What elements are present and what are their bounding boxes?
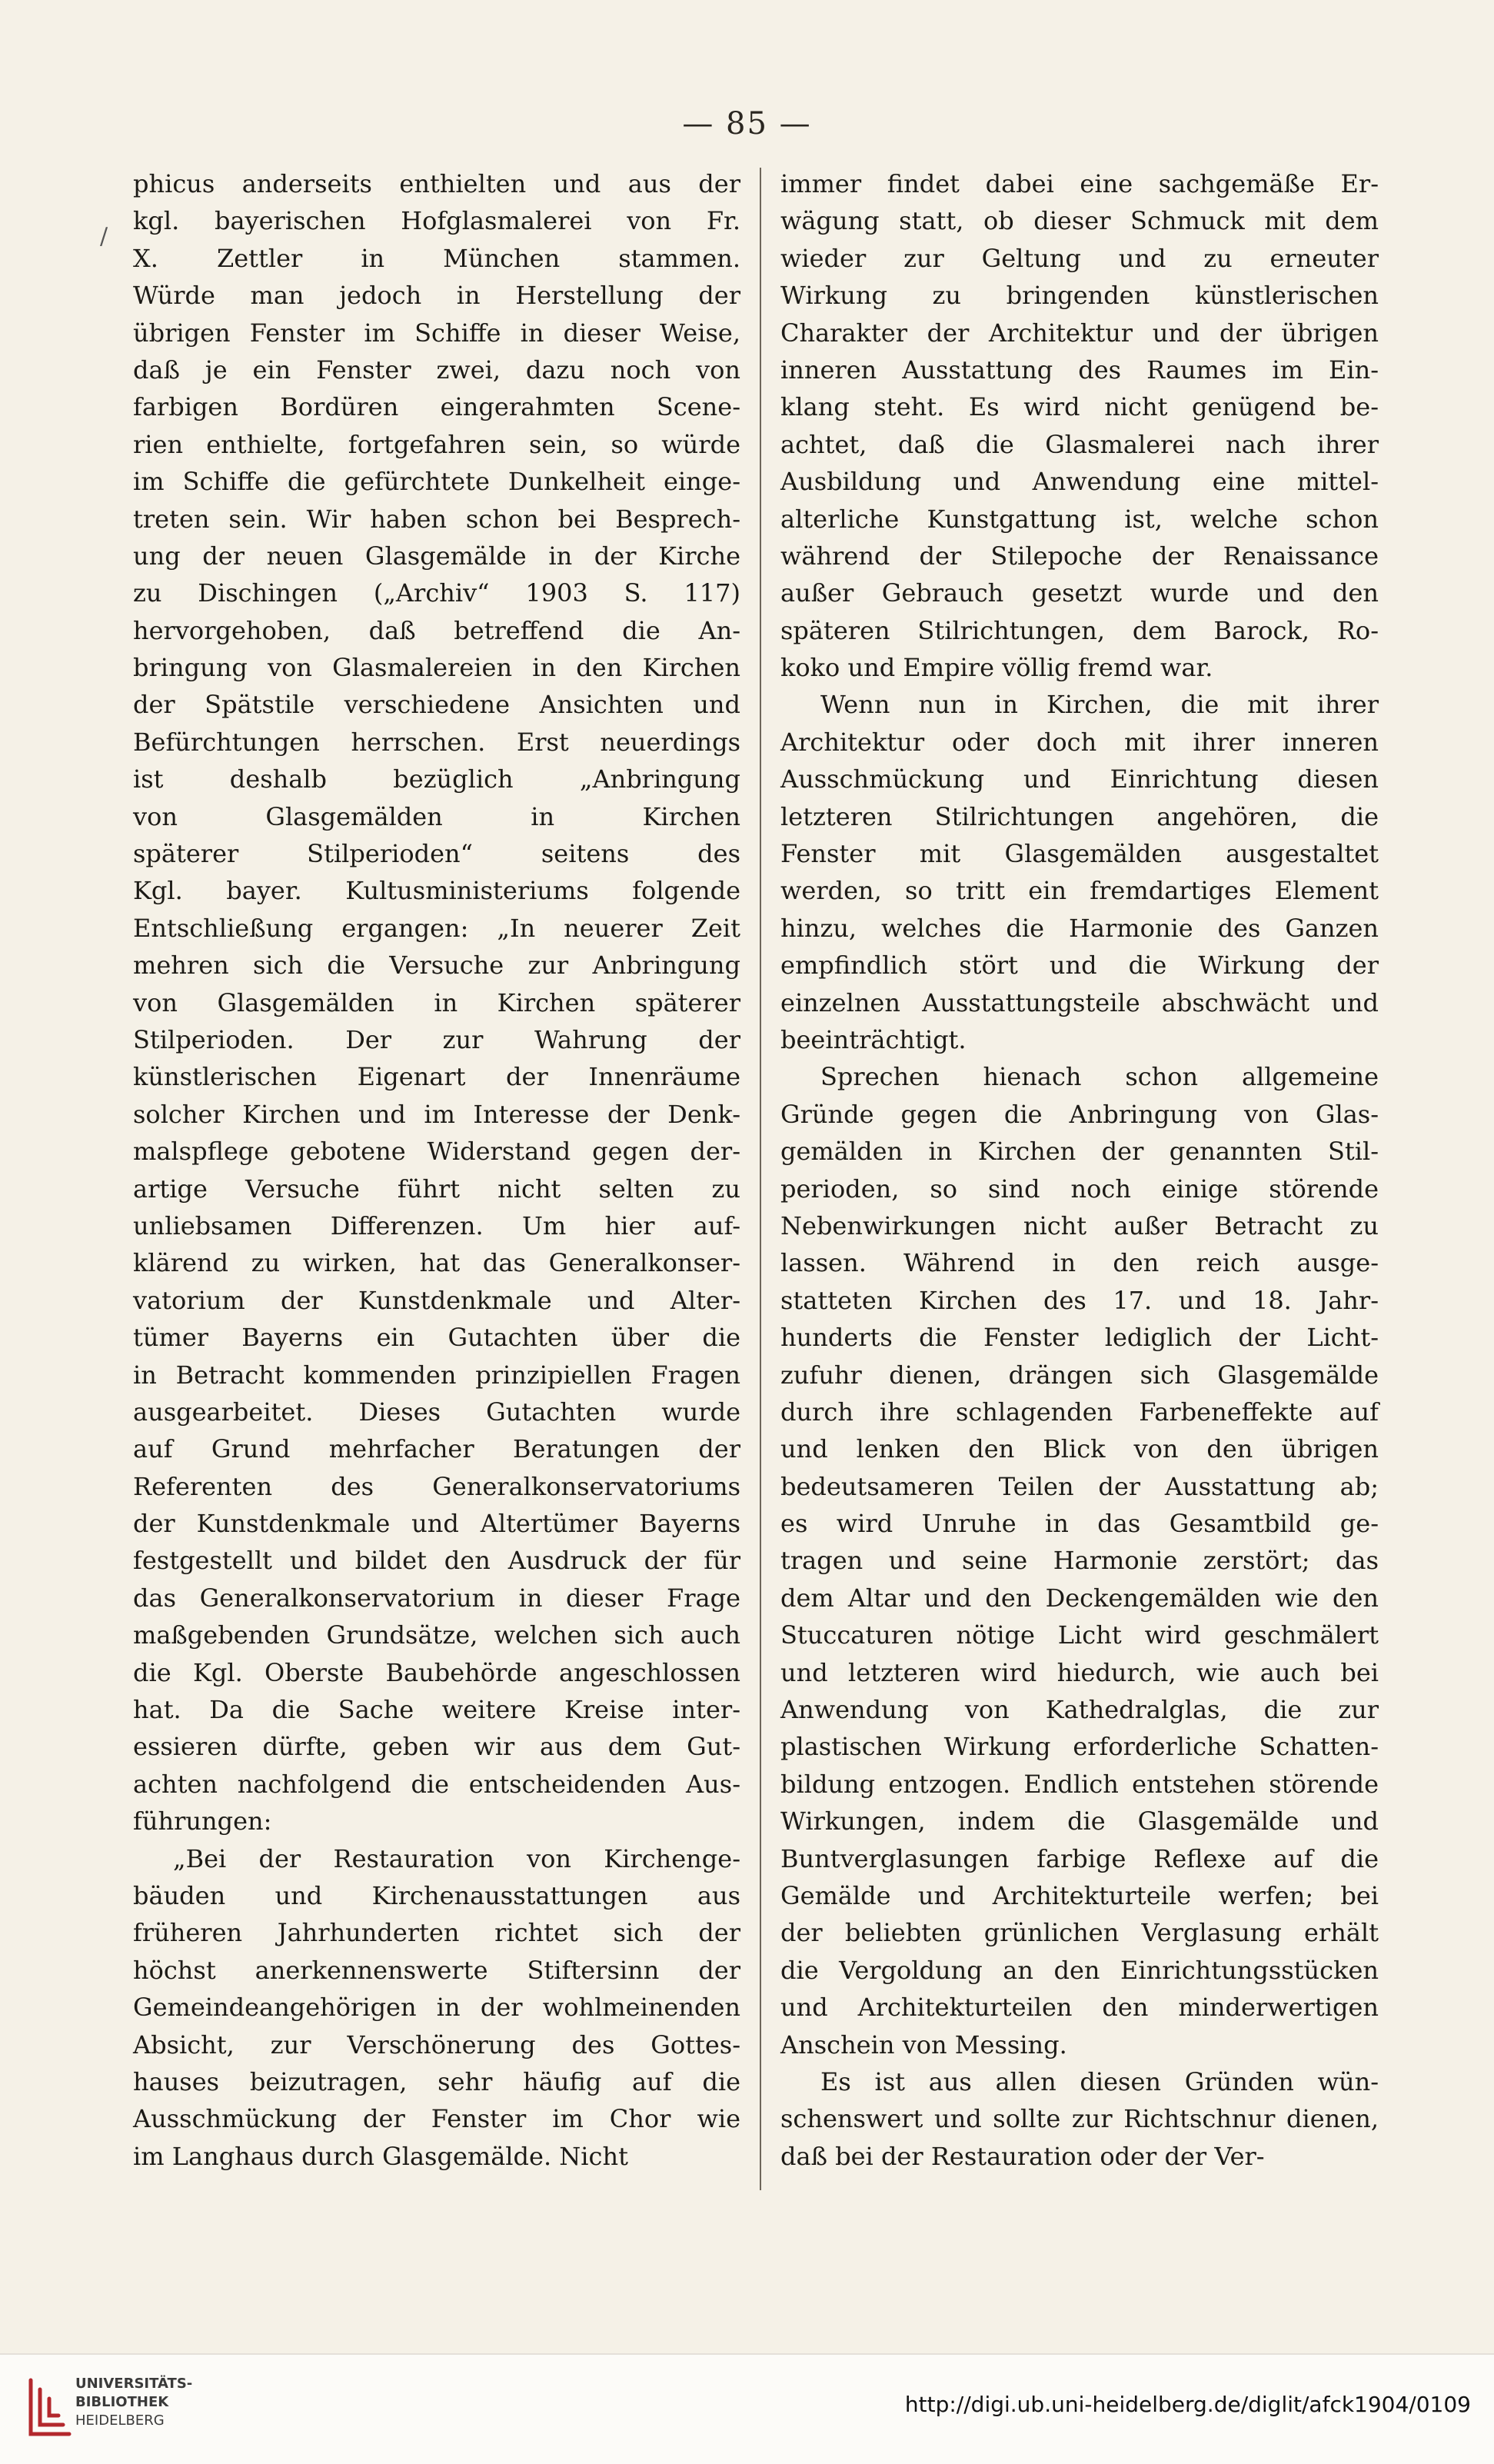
text-line: letzteren Stilrichtungen angehören, die <box>780 801 1379 831</box>
text-line: Ausbildung und Anwendung eine mittel- <box>780 467 1379 497</box>
text-line: unliebsamen Differenzen. Um hier auf- <box>133 1210 740 1240</box>
text-line: Stuccaturen nötige Licht wird geschmälert <box>780 1620 1379 1650</box>
text-line: inneren Ausstattung des Raumes im Ein- <box>780 355 1379 385</box>
text-line: der Kunstdenkmale und Altertümer Bayerns <box>133 1509 740 1539</box>
text-line: Gründe gegen die Anbringung von Glas- <box>780 1099 1379 1129</box>
text-line: Kgl. bayer. Kultusministeriums folgende <box>133 876 740 906</box>
text-line: außer Gebrauch gesetzt wurde und den <box>780 578 1379 608</box>
page-number: — 85 — <box>682 106 812 142</box>
text-line: Ausschmückung und Einrichtung diesen <box>780 764 1379 794</box>
text-line: späterer Stilperioden“ seitens des <box>133 839 740 869</box>
text-line: übrigen Fenster im Schiffe in dieser Weise, <box>133 318 740 348</box>
text-line: im Langhaus durch Glasgemälde. Nicht <box>133 2141 628 2171</box>
text-line: „Bei der Restauration von Kirchenge- <box>173 1843 740 1873</box>
text-line: während der Stilepoche der Renaissance <box>780 541 1379 571</box>
text-line: ausgearbeitet. Dieses Gutachten wurde <box>133 1397 740 1427</box>
text-line: festgestellt und bildet den Ausdruck der für <box>133 1546 740 1576</box>
text-line: empfindlich stört und die Wirkung der <box>780 951 1379 981</box>
text-line: zufuhr dienen, drängen sich Glasgemälde <box>780 1360 1379 1390</box>
text-line: Entschließung ergangen: „In neuerer Zeit <box>133 913 740 943</box>
text-line: artige Versuche führt nicht selten zu <box>133 1174 740 1204</box>
text-line: Fenster mit Glasgemälden ausgestaltet <box>780 839 1379 869</box>
left-column <box>133 165 740 2175</box>
text-line: auf Grund mehrfacher Beratungen der <box>133 1434 740 1464</box>
text-line: dem Altar und den Deckengemälden wie den <box>780 1583 1379 1613</box>
text-line: führungen: <box>133 1806 272 1836</box>
text-line: plastischen Wirkung erforderliche Schatten- <box>780 1732 1379 1762</box>
text-line: Sprechen hienach schon allgemeine <box>820 1062 1379 1092</box>
text-line: wägung statt, ob dieser Schmuck mit dem <box>780 206 1379 236</box>
text-line: früheren Jahrhunderten richtet sich der <box>133 1918 740 1948</box>
text-line: solcher Kirchen und im Interesse der Denk- <box>133 1099 740 1129</box>
text-line: Wenn nun in Kirchen, die mit ihrer <box>820 690 1379 720</box>
text-line: immer findet dabei eine sachgemäße Er- <box>780 169 1379 198</box>
text-line: Wirkung zu bringenden künstlerischen <box>780 281 1379 311</box>
text-line: koko und Empire völlig fremd war. <box>780 653 1213 683</box>
text-line: die Vergoldung an den Einrichtungsstücken <box>780 1955 1379 1985</box>
text-line: Buntverglasungen farbige Reflexe auf die <box>780 1843 1379 1873</box>
text-line: perioden, so sind noch einige störende <box>780 1174 1379 1204</box>
text-line: bäuden und Kirchenausstattungen aus <box>133 1880 740 1910</box>
source-url-link[interactable]: http://digi.ub.uni-heidelberg.de/diglit/afck1904/0109 <box>904 2392 1471 2417</box>
text-line: Architektur oder doch mit ihrer inneren <box>780 727 1379 757</box>
text-line: klärend zu wirken, hat das Generalkonser- <box>133 1248 740 1278</box>
margin-mark: / <box>100 223 108 250</box>
text-line: schenswert und sollte zur Richtschnur dienen, <box>780 2104 1379 2134</box>
text-line: Absicht, zur Verschönerung des Gottes- <box>133 2029 740 2059</box>
text-line: farbigen Bordüren eingerahmten Scene- <box>133 392 740 422</box>
text-line: hauses beizutragen, sehr häufig auf die <box>133 2066 740 2096</box>
text-line: Es ist aus allen diesen Gründen wün- <box>820 2066 1379 2096</box>
text-line: Befürchtungen herrschen. Erst neuerdings <box>133 727 740 757</box>
text-line: treten sein. Wir haben schon bei Besprech- <box>133 504 740 534</box>
text-line: es wird Unruhe in das Gesamtbild ge- <box>780 1509 1379 1539</box>
text-line: maßgebenden Grundsätze, welchen sich auch <box>133 1620 740 1650</box>
library-name-line-3: HEIDELBERG <box>75 2412 165 2429</box>
text-line: tragen und seine Harmonie zerstört; das <box>780 1546 1379 1576</box>
text-line: Anwendung von Kathedralglas, die zur <box>780 1695 1379 1725</box>
text-line: X. Zettler in München stammen. <box>133 243 740 273</box>
text-line: Stilperioden. Der zur Wahrung der <box>133 1024 740 1054</box>
text-line: höchst anerkennenswerte Stiftersinn der <box>133 1955 740 1985</box>
text-line: der Spätstile verschiedene Ansichten und <box>133 690 740 720</box>
text-line: achten nachfolgend die entscheidenden Aus- <box>133 1769 740 1799</box>
text-line: Gemeindeangehörigen in der wohlmeinenden <box>133 1993 740 2023</box>
text-line: einzelnen Ausstattungsteile abschwächt und <box>780 987 1379 1017</box>
text-line: und Architekturteilen den minderwertigen <box>780 1993 1379 2023</box>
text-line: daß je ein Fenster zwei, dazu noch von <box>133 355 740 385</box>
text-line: gemälden in Kirchen der genannten Stil- <box>780 1137 1379 1167</box>
text-line: Referenten des Generalkonservatoriums <box>133 1471 740 1501</box>
text-line: ist deshalb bezüglich „Anbringung <box>133 764 740 794</box>
text-line: und lenken den Blick von den übrigen <box>780 1434 1379 1464</box>
text-line: kgl. bayerischen Hofglasmalerei von Fr. <box>133 206 740 236</box>
text-line: phicus anderseits enthielten und aus der <box>133 169 740 198</box>
text-line: vatorium der Kunstdenkmale und Alter- <box>133 1285 740 1315</box>
text-line: die Kgl. Oberste Baubehörde angeschlossen <box>133 1657 740 1687</box>
text-line: hervorgehoben, daß betreffend die An- <box>133 615 740 645</box>
text-line: mehren sich die Versuche zur Anbringung <box>133 951 740 981</box>
text-line: werden, so tritt ein fremdartiges Element <box>780 876 1379 906</box>
library-name <box>75 2375 192 2430</box>
text-line: daß bei der Restauration oder der Ver- <box>780 2141 1265 2171</box>
text-line: wieder zur Geltung und zu erneuter <box>780 243 1379 273</box>
text-line: rien enthielte, fortgefahren sein, so würde <box>133 429 740 459</box>
text-line: ung der neuen Glasgemälde in der Kirche <box>133 541 740 571</box>
text-line: Ausschmückung der Fenster im Chor wie <box>133 2104 740 2134</box>
right-column <box>780 165 1379 2175</box>
text-line: bedeutsameren Teilen der Ausstattung ab; <box>780 1471 1379 1501</box>
text-line: achtet, daß die Glasmalerei nach ihrer <box>780 429 1379 459</box>
text-line: zu Dischingen („Archiv“ 1903 S. 117) <box>133 578 740 608</box>
text-line: Gemälde und Architekturteile werfen; bei <box>780 1880 1379 1910</box>
text-line: statteten Kirchen des 17. und 18. Jahr- <box>780 1285 1379 1315</box>
library-name-line-2: BIBLIOTHEK <box>75 2394 169 2410</box>
text-line: tümer Bayerns ein Gutachten über die <box>133 1323 740 1353</box>
text-line: von Glasgemälden in Kirchen <box>133 801 740 831</box>
text-line: Nebenwirkungen nicht außer Betracht zu <box>780 1210 1379 1240</box>
text-line: bringung von Glasmalereien in den Kirchen <box>133 653 740 683</box>
library-name-line-1: UNIVERSITÄTS- <box>75 2376 193 2392</box>
text-line: alterliche Kunstgattung ist, welche schon <box>780 504 1379 534</box>
text-line: der beliebten grünlichen Verglasung erhält <box>780 1918 1379 1948</box>
text-line: bildung entzogen. Endlich entstehen störende <box>780 1769 1379 1799</box>
text-line: im Schiffe die gefürchtete Dunkelheit einge- <box>133 467 740 497</box>
text-line: durch ihre schlagenden Farbeneffekte auf <box>780 1397 1379 1427</box>
text-line: hinzu, welches die Harmonie des Ganzen <box>780 913 1379 943</box>
text-line: lassen. Während in den reich ausge- <box>780 1248 1379 1278</box>
text-line: späteren Stilrichtungen, dem Barock, Ro- <box>780 615 1379 645</box>
text-line: essieren dürfte, geben wir aus dem Gut- <box>133 1732 740 1762</box>
text-line: malspflege gebotene Widerstand gegen der- <box>133 1137 740 1167</box>
text-line: und letzteren wird hiedurch, wie auch bei <box>780 1657 1379 1687</box>
text-line: das Generalkonservatorium in dieser Frage <box>133 1583 740 1613</box>
text-line: von Glasgemälden in Kirchen späterer <box>133 987 740 1017</box>
text-line: Wirkungen, indem die Glasgemälde und <box>780 1806 1379 1836</box>
text-line: in Betracht kommenden prinzipiellen Fragen <box>133 1360 740 1390</box>
text-line: künstlerischen Eigenart der Innenräume <box>133 1062 740 1092</box>
text-line: Charakter der Architektur und der übrigen <box>780 318 1379 348</box>
text-line: Würde man jedoch in Herstellung der <box>133 281 740 311</box>
text-line: Anschein von Messing. <box>780 2029 1067 2059</box>
column-divider <box>760 168 761 2190</box>
text-line: beeinträchtigt. <box>780 1024 967 1054</box>
text-line: hat. Da die Sache weitere Kreise inter- <box>133 1695 740 1725</box>
text-line: klang steht. Es wird nicht genügend be- <box>780 392 1379 422</box>
text-line: hunderts die Fenster lediglich der Licht- <box>780 1323 1379 1353</box>
